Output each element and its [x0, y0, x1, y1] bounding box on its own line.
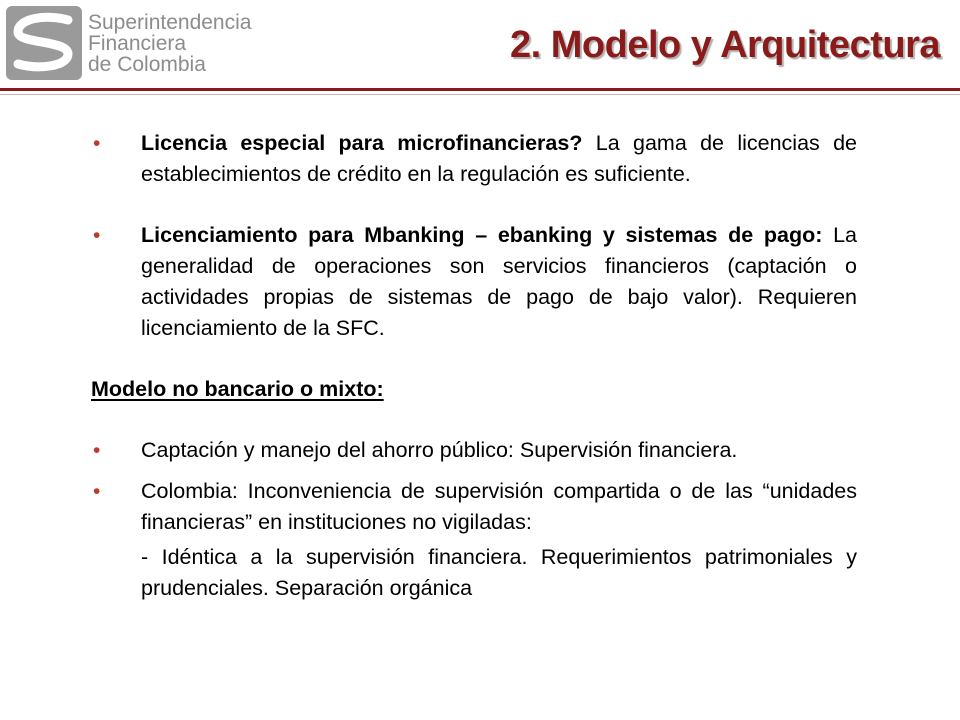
logo-line-1: Superintendencia	[88, 11, 252, 34]
bullet-item	[91, 220, 857, 344]
bullet-item	[91, 435, 857, 466]
bullet-text: La gama de licencias de establecimientos de crédito en la regulación es suficiente.	[141, 131, 858, 186]
bullet-dot-icon: •	[93, 132, 101, 155]
sfc-logo	[6, 6, 336, 80]
header-divider-thin	[0, 94, 960, 95]
sub-item-text: - Idéntica a la supervisión financiera. Requerimientos patrimoniales y prudenciales. Separación orgánica	[141, 545, 857, 600]
bullet-text: Colombia: Inconveniencia de supervisión compartida o de las “unidades financieras” en instituciones no vigiladas:	[141, 479, 857, 534]
logo-wordmark	[88, 12, 251, 75]
slide-title: 2. Modelo y Arquitectura	[510, 24, 940, 66]
bullet-text: Captación y manejo del ahorro público: Supervisión financiera.	[141, 438, 738, 462]
bullet-dot-icon: •	[93, 224, 101, 247]
section-subheading: Modelo no bancario o mixto:	[91, 377, 384, 401]
slide-content	[91, 128, 857, 604]
bullet-dot-icon: •	[93, 480, 101, 503]
bullet-bold-text: Licenciamiento para Mbanking – ebanking y sistemas de pago:	[141, 223, 823, 247]
header-divider	[0, 88, 960, 91]
logo-line-2: Financiera	[88, 32, 187, 55]
sfc-logo-mark-icon	[6, 6, 82, 80]
bullet-dot-icon: •	[93, 439, 101, 462]
logo-line-3: de Colombia	[88, 53, 206, 76]
bullet-item	[91, 476, 857, 538]
bullet-item	[91, 128, 857, 190]
bullet-text: La generalidad de operaciones son servicios financieros (captación o actividades propias de sistemas de pago de bajo valor). Requieren licenciamiento de la SFC.	[141, 223, 858, 340]
bullet-bold-text: Licencia especial para microfinancieras?	[141, 131, 583, 155]
